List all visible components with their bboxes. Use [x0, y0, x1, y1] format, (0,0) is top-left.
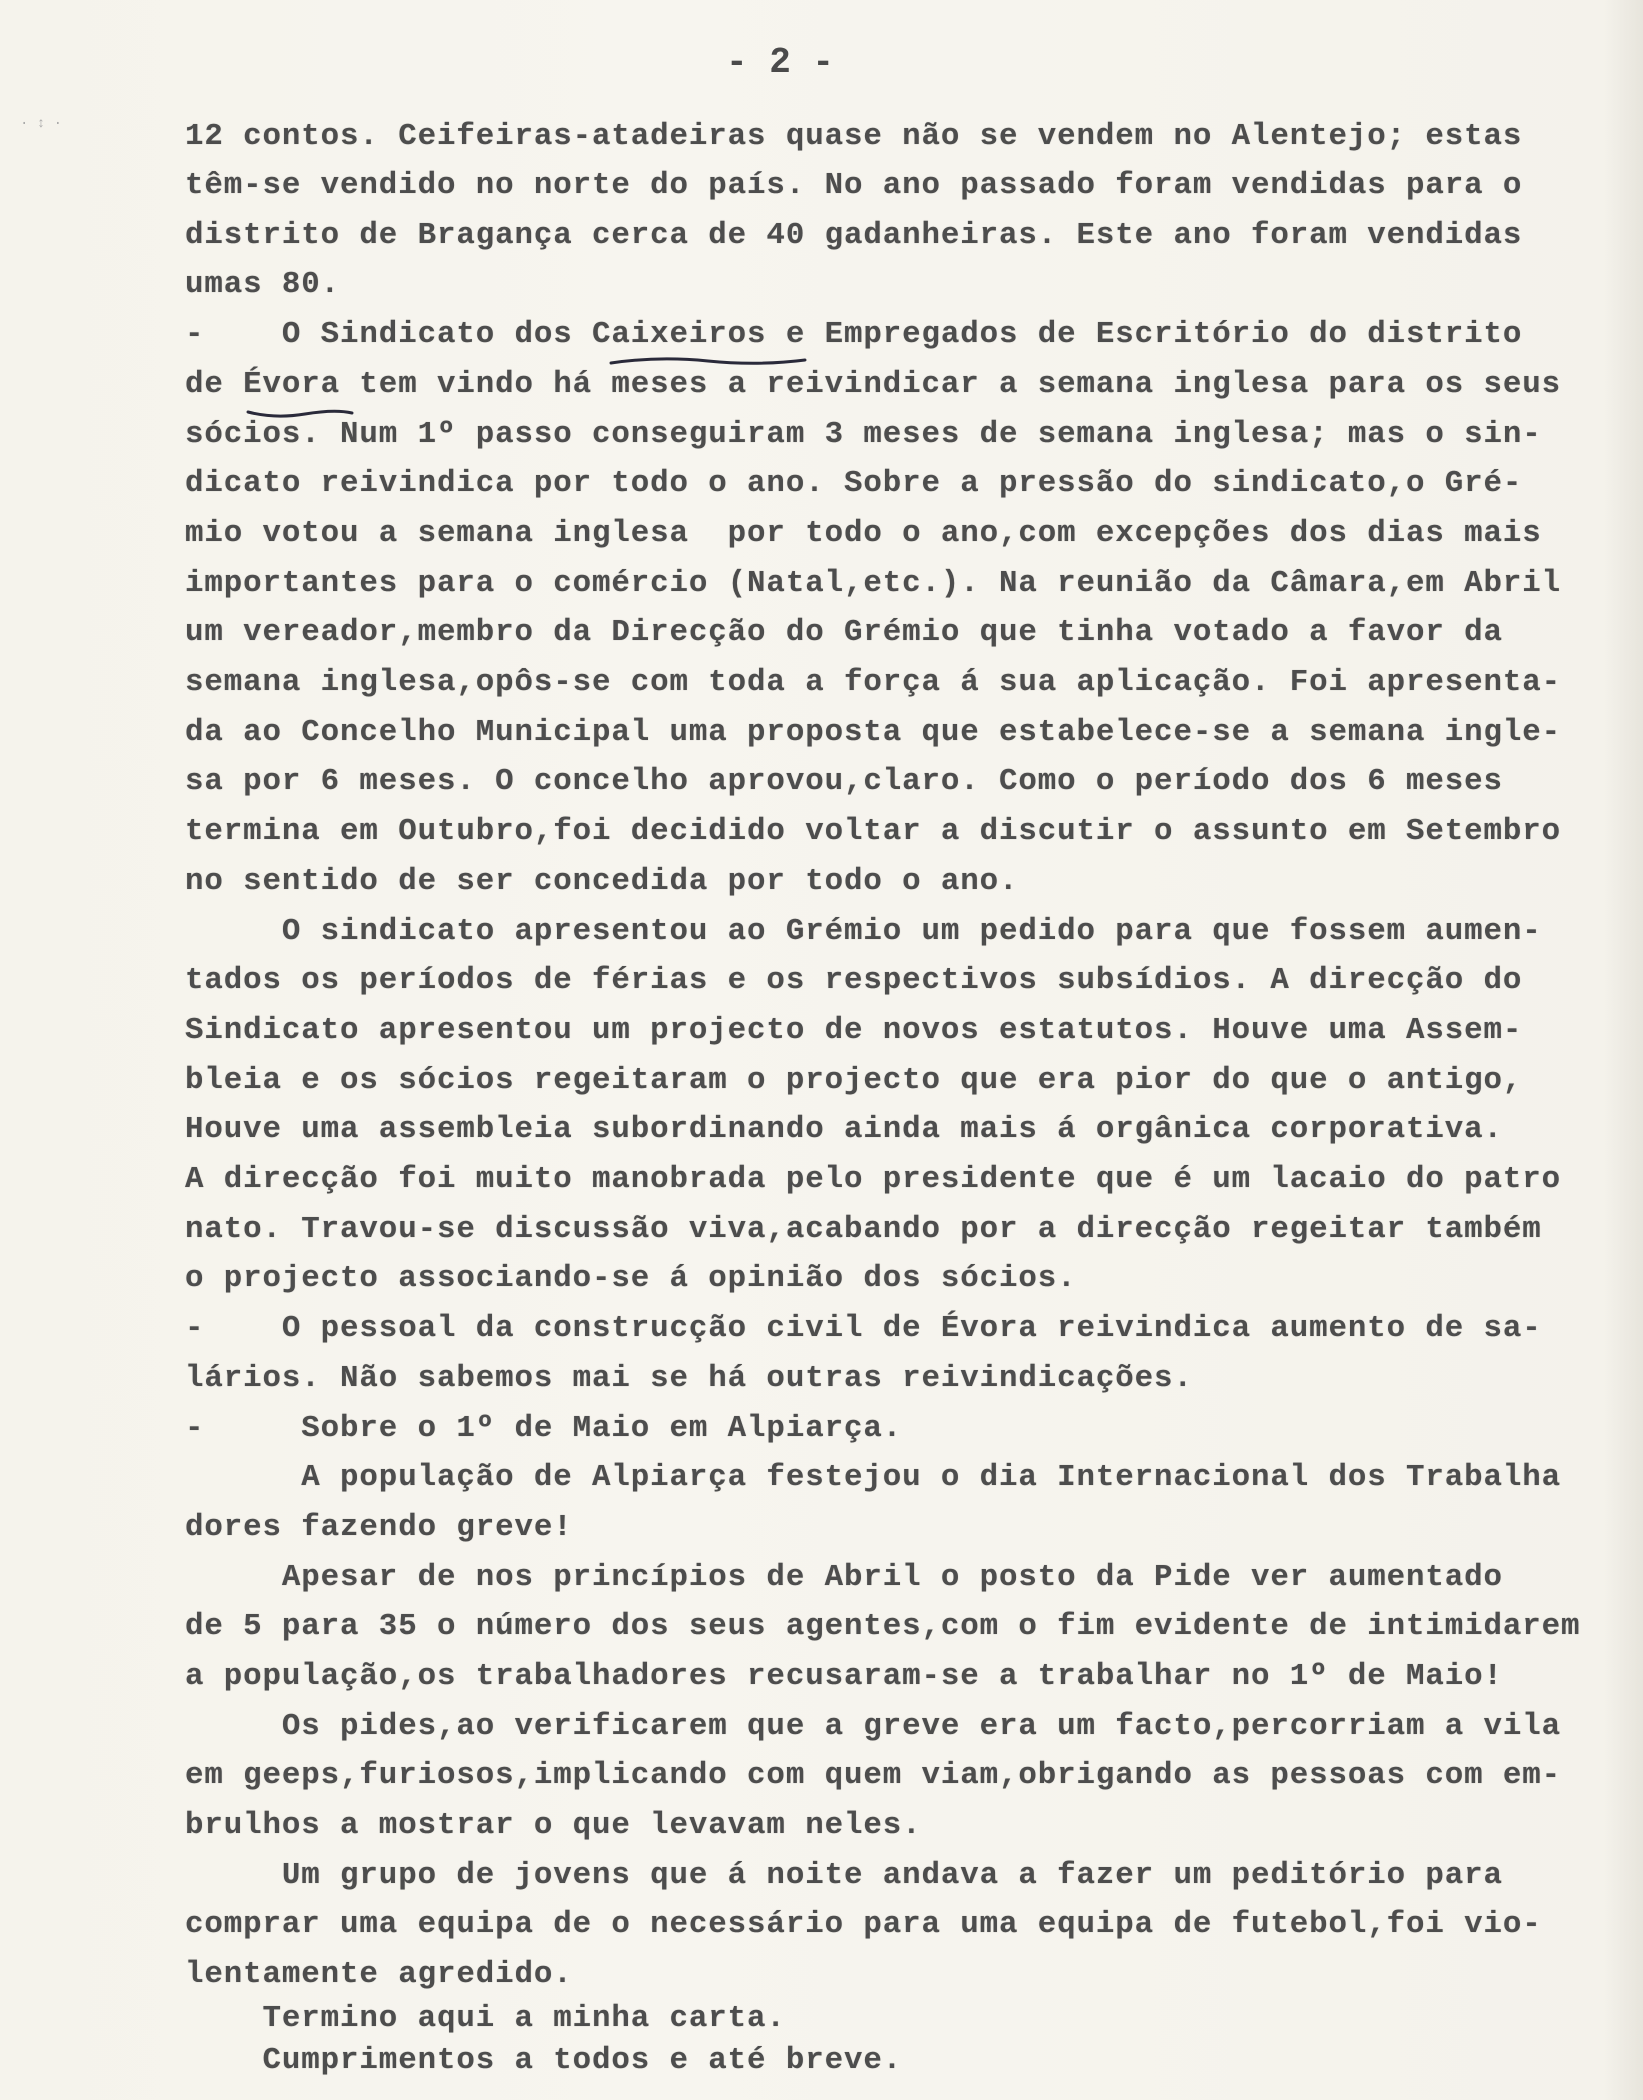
- text-line: sócios. Num 1º passo conseguiram 3 meses de semana inglesa; mas o sin-: [185, 417, 1542, 452]
- text-line: um vereador,membro da Direcção do Grémio que tinha votado a favor da: [185, 615, 1503, 650]
- text-line: lários. Não sabemos mai se há outras reivindicações.: [185, 1361, 1193, 1396]
- text-line: bleia e os sócios regeitaram o projecto que era pior do que o antigo,: [185, 1063, 1523, 1098]
- text-line: distrito de Bragança cerca de 40 gadanheiras. Este ano foram vendidas: [185, 218, 1523, 253]
- text-line: o projecto associando-se á opinião dos sócios.: [185, 1261, 1077, 1296]
- text-line: 12 contos. Ceifeiras-atadeiras quase não se vendem no Alentejo; estas: [185, 119, 1523, 154]
- text-line: brulhos a mostrar o que levavam neles.: [185, 1808, 922, 1843]
- text-line: - O pessoal da construcção civil de Évora reivindica aumento de sa-: [185, 1311, 1542, 1346]
- text-line: Cumprimentos a todos e até breve.: [185, 2043, 903, 2078]
- ink-underline-evora: [245, 407, 355, 421]
- text-line: termina em Outubro,foi decidido voltar a discutir o assunto em Setembro: [185, 814, 1562, 849]
- text-line: da ao Concelho Municipal uma proposta que estabelece-se a semana ingle-: [185, 715, 1562, 750]
- text-line: lentamente agredido.: [185, 1957, 573, 1992]
- text-line: no sentido de ser concedida por todo o ano.: [185, 864, 1019, 899]
- text-line: nato. Travou-se discussão viva,acabando por a direcção regeitar também: [185, 1212, 1542, 1247]
- text-line: têm-se vendido no norte do país. No ano passado foram vendidas para o: [185, 168, 1523, 203]
- text-line: de Évora tem vindo há meses a reivindicar a semana inglesa para os seus: [185, 367, 1562, 402]
- text-line: Um grupo de jovens que á noite andava a fazer um peditório para: [185, 1858, 1503, 1893]
- text-line: Sindicato apresentou um projecto de novos estatutos. Houve uma Assem-: [185, 1013, 1523, 1048]
- text-line: Apesar de nos princípios de Abril o posto da Pide ver aumentado: [185, 1560, 1503, 1595]
- text-line: O sindicato apresentou ao Grémio um pedido para que fossem aumen-: [185, 914, 1542, 949]
- text-line: A população de Alpiarça festejou o dia Internacional dos Trabalha: [185, 1460, 1562, 1495]
- text-line: a população,os trabalhadores recusaram-se a trabalhar no 1º de Maio!: [185, 1659, 1503, 1694]
- text-line: - Sobre o 1º de Maio em Alpiarça.: [185, 1411, 903, 1446]
- text-line: em geeps,furiosos,implicando com quem viam,obrigando as pessoas com em-: [185, 1758, 1562, 1793]
- text-line: semana inglesa,opôs-se com toda a força á sua aplicação. Foi apresenta-: [185, 665, 1562, 700]
- text-line: comprar uma equipa de o necessário para uma equipa de futebol,foi vio-: [185, 1907, 1542, 1942]
- text-line: sa por 6 meses. O concelho aprovou,claro. Como o período dos 6 meses: [185, 764, 1503, 799]
- text-line: tados os períodos de férias e os respectivos subsídios. A direcção do: [185, 963, 1523, 998]
- text-line: Os pides,ao verificarem que a greve era um facto,percorriam a vila: [185, 1709, 1562, 1744]
- text-line: A direcção foi muito manobrada pelo presidente que é um lacaio do patro: [185, 1162, 1562, 1197]
- text-line: umas 80.: [185, 267, 341, 302]
- page-number: - 2 -: [725, 42, 835, 83]
- text-line: dores fazendo greve!: [185, 1510, 573, 1545]
- text-line: dicato reivindica por todo o ano. Sobre a pressão do sindicato,o Gré-: [185, 466, 1523, 501]
- text-line: importantes para o comércio (Natal,etc.). Na reunião da Câmara,em Abril: [185, 566, 1562, 601]
- ink-underline-caixeiros: [608, 354, 808, 368]
- text-line: Termino aqui a minha carta.: [185, 2001, 786, 2036]
- text-line: mio votou a semana inglesa por todo o ano,com excepções dos dias mais: [185, 516, 1542, 551]
- margin-mark: · ↕ ·: [20, 116, 63, 132]
- text-line: - O Sindicato dos Caixeiros e Empregados de Escritório do distrito: [185, 317, 1523, 352]
- text-line: Houve uma assembleia subordinando ainda mais á orgânica corporativa.: [185, 1112, 1503, 1147]
- text-line: de 5 para 35 o número dos seus agentes,com o fim evidente de intimidarem: [185, 1609, 1581, 1644]
